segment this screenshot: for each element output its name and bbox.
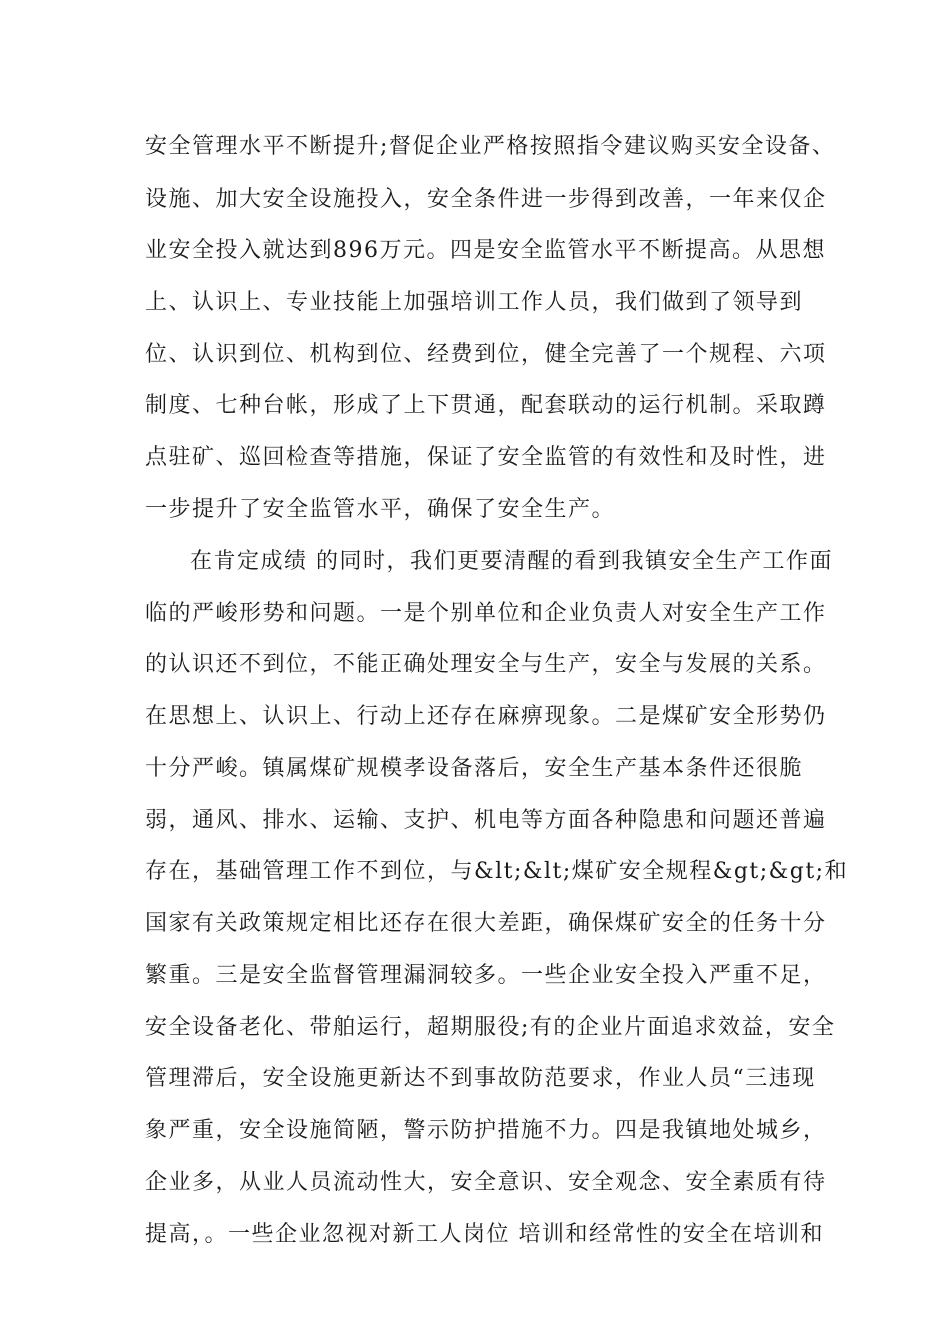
text-line: 点驻矿、巡回检查等措施，保证了安全监管的有效性和及时性，进 (145, 445, 827, 470)
text-line: 制度、七种台帐，形成了上下贯通，配套联动的运行机制。采取蹲 (145, 393, 827, 418)
text-line: 一步提升了安全监管水平，确保了安全生产。 (145, 497, 616, 522)
text-line: 国家有关政策规定相比还存在很大差距，确保煤矿安全的任务十分 (145, 911, 827, 936)
text-line: 的认识还不到位，不能正确处理安全与生产，安全与发展的关系。 (145, 652, 827, 677)
text-line: 业安全投入就达到896万元。四是安全监管水平不断提高。从思想 (145, 238, 826, 263)
paragraph-first-line: 在肯定成绩 的同时，我们更要清醒的看到我镇安全生产工作面 (190, 549, 833, 574)
text-line: 企业多，从业人员流动性大，安全意识、安全观念、安全素质有待 (145, 1170, 827, 1195)
text-line: 十分严峻。镇属煤矿规模孝设备落后，安全生产基本条件还很脆 (145, 756, 804, 781)
text-line: 象严重，安全设施简陋，警示防护措施不力。四是我镇地处城乡， (145, 1118, 827, 1143)
text-line: 安全管理水平不断提升;督促企业严格按照指令建议购买安全设备、 (145, 134, 836, 159)
text-line: 设施、加大安全设施投入，安全条件进一步得到改善，一年来仅企 (145, 187, 827, 212)
text-line: 管理滞后，安全设施更新达不到事故防范要求，作业人员“三违现 (145, 1066, 816, 1091)
text-line: 安全设备老化、带舶运行，超期服役;有的企业片面追求效益，安全 (145, 1015, 836, 1040)
text-line: 提高，。一些企业忽视对新工人岗位 培训和经常性的安全在培训和 (145, 1222, 824, 1247)
text-line: 在思想上、认识上、行动上还存在麻痹现象。二是煤矿安全形势仍 (145, 704, 827, 729)
text-line: 上、认识上、专业技能上加强培训工作人员，我们做到了领导到 (145, 290, 804, 315)
text-line: 位、认识到位、机构到位、经费到位，健全完善了一个规程、六项 (145, 342, 827, 367)
text-line: 存在，基础管理工作不到位，与&lt;&lt;煤矿安全规程&gt;&gt;和 (145, 859, 849, 884)
text-line: 繁重。三是安全监督管理漏洞较多。一些企业安全投入严重不足， (145, 963, 827, 988)
text-line: 临的严峻形势和问题。一是个别单位和企业负责人对安全生产工作 (145, 601, 827, 626)
text-line: 弱，通风、排水、运输、支护、机电等方面各种隐患和问题还普遍 (145, 808, 827, 833)
